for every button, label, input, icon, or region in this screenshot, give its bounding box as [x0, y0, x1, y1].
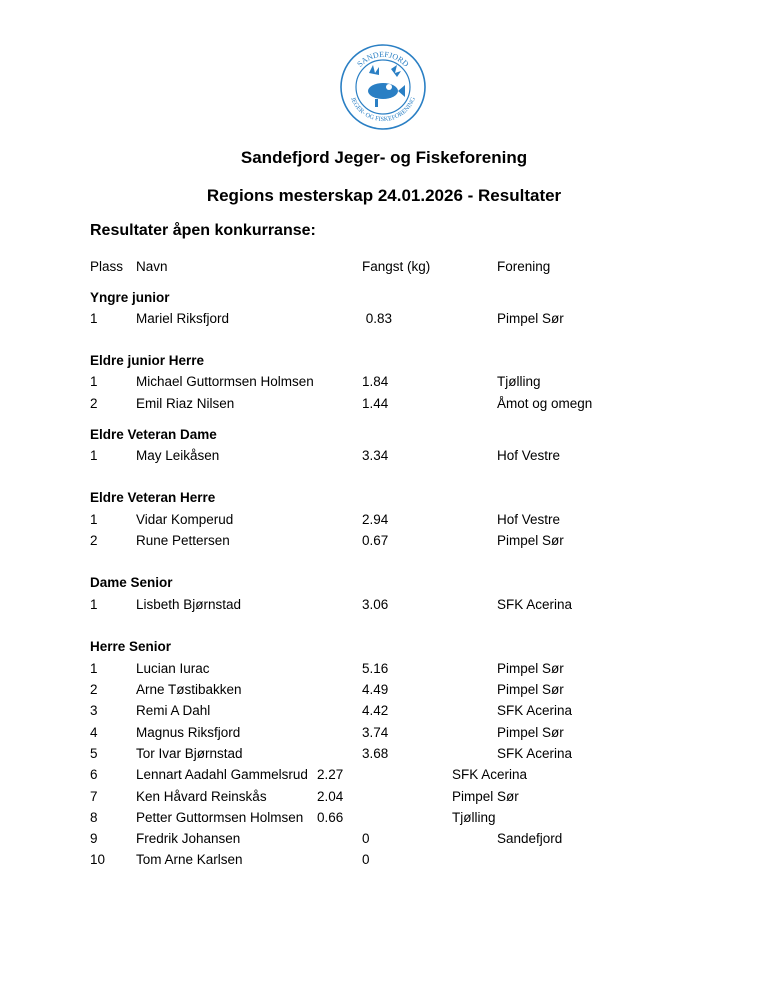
header-fangst: Fangst (kg)	[362, 259, 431, 274]
logo-ring-text-top: SANDEFJORD	[355, 49, 411, 69]
page-subtitle: Regions mesterskap 24.01.2026 - Resultater	[206, 186, 562, 205]
category-heading: Eldre Veteran Herre	[90, 490, 216, 505]
category-heading: Herre Senior	[90, 639, 172, 654]
category-heading: Eldre junior Herre	[90, 353, 205, 368]
category-heading: Eldre Veteran Dame	[90, 427, 217, 442]
logo-ring-text-bottom: JEGER- OG FISKEFORENING	[348, 96, 418, 124]
section-heading: Resultater åpen konkurranse:	[90, 222, 316, 239]
page-title: Sandefjord Jeger- og Fiskeforening	[240, 148, 528, 167]
header-plass: Plass	[90, 259, 124, 274]
club-logo	[339, 43, 427, 131]
deer-fish-icon	[368, 65, 405, 107]
category-heading: Yngre junior	[90, 290, 170, 305]
header-forening: Forening	[497, 259, 551, 274]
category-heading: Dame Senior	[90, 575, 173, 590]
header-navn: Navn	[136, 259, 168, 274]
